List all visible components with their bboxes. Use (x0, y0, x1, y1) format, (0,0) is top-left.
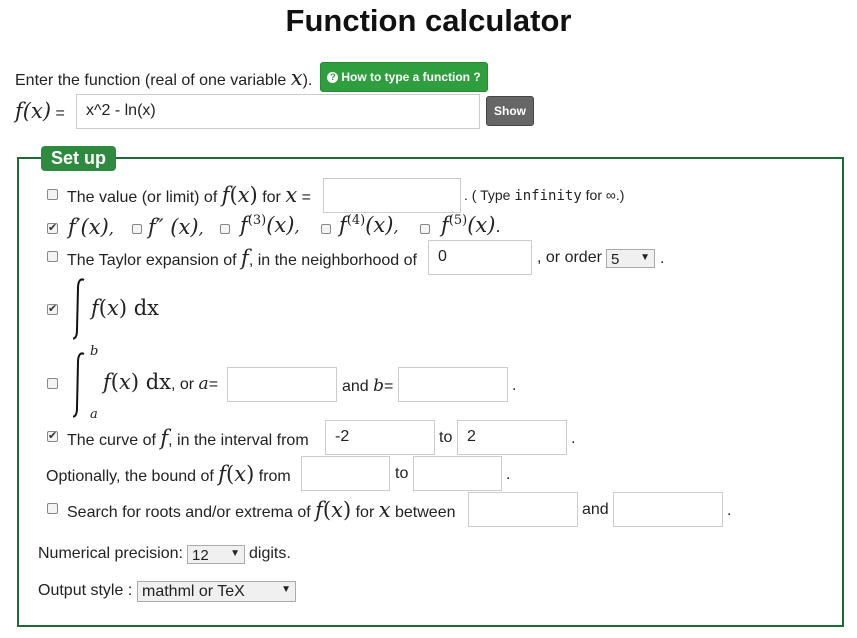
page-title: Function calculator (285, 3, 572, 38)
derivative-2-checkbox[interactable] (132, 224, 142, 234)
output-style-select[interactable]: mathml or TeX ▼ (137, 581, 296, 602)
roots-and-label: and (582, 501, 609, 518)
definite-period: . (512, 377, 517, 394)
value-label: The value (or limit) of f(x) for x = (67, 183, 311, 207)
bound-to-label: to (395, 465, 409, 482)
show-button[interactable]: Show (486, 96, 534, 126)
bound-label: Optionally, the bound of f(x) from (46, 462, 291, 486)
var-x: x (290, 66, 303, 90)
enter-function-label: Enter the function (real of one variable x). (15, 66, 313, 90)
integral-checkbox[interactable] (47, 304, 58, 315)
curve-label: The curve of f, in the interval from (67, 426, 309, 450)
value-input[interactable] (323, 178, 461, 213)
bound-from-input[interactable] (301, 456, 390, 491)
value-checkbox[interactable] (47, 189, 58, 200)
roots-from-input[interactable] (468, 492, 578, 527)
derivative-1-label: f′(x), (68, 215, 114, 239)
bound-period: . (506, 466, 511, 483)
roots-checkbox[interactable] (47, 503, 58, 514)
taylor-point-input[interactable]: 0 (428, 240, 532, 275)
chevron-down-icon: ▼ (281, 584, 291, 595)
derivative-4-label: $f^{(4)}(x)$, (339, 213, 399, 237)
curve-to-input[interactable]: 2 (457, 420, 567, 455)
derivative-5-label: $f^{(5)}(x)$. (441, 213, 501, 237)
chevron-down-icon: ▼ (640, 252, 650, 263)
value-hint: . ( Type infinity for ∞.) (464, 187, 625, 204)
definite-b-input[interactable] (398, 367, 508, 402)
definite-integral-expr: f(x) dx, or a= (103, 370, 219, 394)
taylor-checkbox[interactable] (47, 251, 58, 262)
taylor-period: . (660, 250, 665, 267)
how-to-type-button[interactable]: ? How to type a function ? (320, 62, 488, 92)
lower-bound-a: a (90, 407, 98, 422)
derivative-2-label: f″ (x), (148, 215, 204, 239)
derivative-3-checkbox[interactable] (220, 224, 230, 234)
derivative-4-checkbox[interactable] (321, 224, 331, 234)
output-label: Output style : (38, 582, 133, 599)
taylor-label: The Taylor expansion of f, in the neighborhood of (67, 246, 417, 270)
derivative-5-checkbox[interactable] (420, 224, 430, 234)
roots-to-input[interactable] (613, 492, 723, 527)
roots-period: . (727, 502, 732, 519)
definite-a-input[interactable] (227, 367, 337, 402)
precision-label: Numerical precision: (38, 545, 183, 562)
precision-select[interactable]: 12 ▼ (187, 545, 245, 564)
definite-b-label: and b= (342, 376, 394, 396)
derivative-1-checkbox[interactable] (47, 223, 58, 234)
definite-integral-checkbox[interactable] (47, 378, 58, 389)
curve-period: . (571, 430, 576, 447)
curve-checkbox[interactable] (47, 431, 58, 442)
chevron-down-icon: ▼ (230, 548, 240, 559)
upper-bound-b: b (90, 344, 99, 359)
roots-label: Search for roots and/or extrema of f(x) for x between (67, 498, 456, 522)
curve-from-input[interactable]: -2 (325, 420, 435, 455)
curve-to-label: to (439, 429, 453, 446)
setup-legend: Set up (41, 146, 116, 171)
precision-unit: digits. (249, 545, 291, 562)
integral-sign (73, 276, 76, 342)
taylor-order-label: , or order (537, 249, 602, 266)
function-input[interactable]: x^2 - ln(x) (76, 94, 480, 129)
taylor-order-select[interactable]: 5 ▼ (606, 249, 655, 268)
integral-expr: f(x) dx (91, 296, 159, 320)
bound-to-input[interactable] (413, 456, 502, 491)
derivative-3-label: $f^{(3)}(x)$, (240, 213, 300, 237)
info-circle-icon: ? (327, 72, 338, 83)
definite-integral-sign (73, 350, 87, 425)
fx-label: f(x) = (15, 99, 65, 123)
